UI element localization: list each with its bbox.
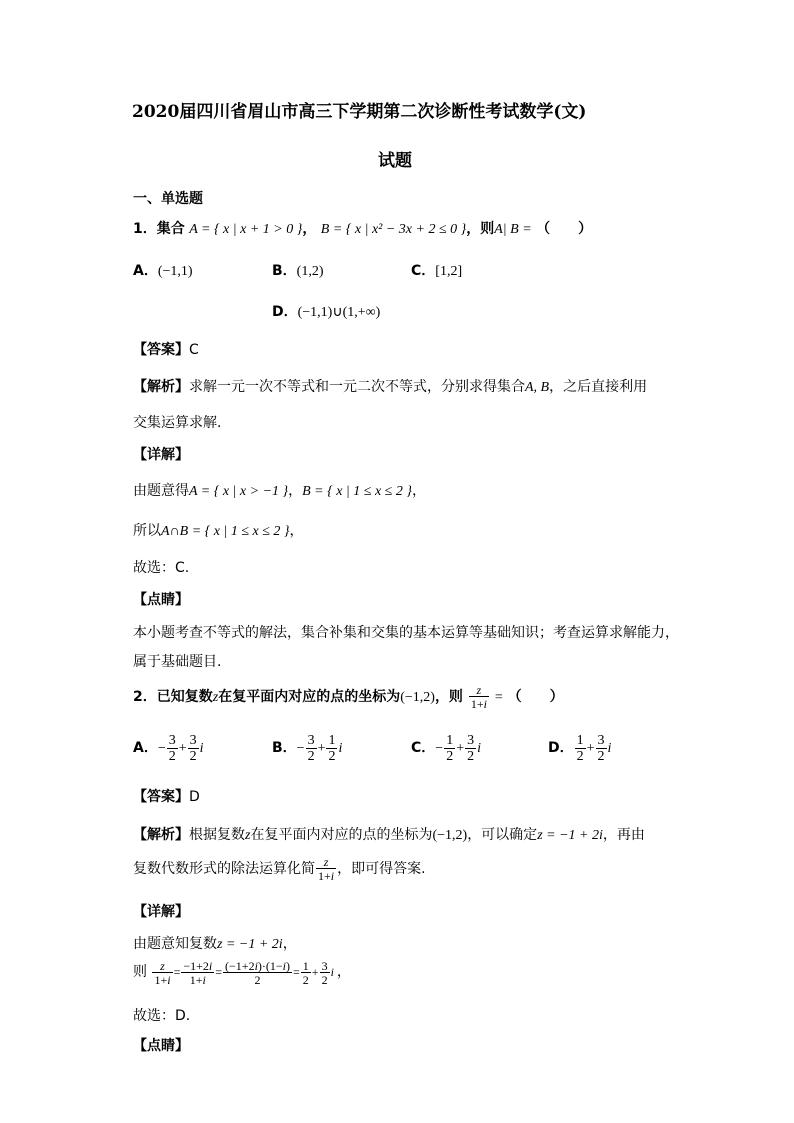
- q1-analysis-line1: 【解析】求解一元一次不等式和一元二次不等式，分别求得集合A, B，之后直接利用: [133, 379, 648, 395]
- q1-comment-line1: 本小题考查不等式的解法，集合补集和交集的基本运算等基础知识；考查运算求解能力，: [133, 625, 679, 641]
- q1-analysis-line2: 交集运算求解.: [133, 415, 222, 431]
- q1-option-d: D．(−1,1)∪(1,+∞): [272, 304, 381, 320]
- q1-number: 1．: [133, 221, 157, 237]
- q1-answer: 【答案】C: [133, 342, 199, 358]
- q1-set-b: B = { x | x² − 3x + 2 ≤ 0 }: [320, 222, 467, 237]
- q1-comment-tag: 【点睛】: [133, 592, 189, 608]
- q1-option-c: C．[1,2]: [411, 263, 463, 279]
- q1-option-b: B．(1,2): [272, 263, 324, 279]
- q2-option-d: D． $\frac{1}{2}$ + $\frac{3}{2}$ i: [548, 733, 612, 764]
- q1-detail-tag: 【详解】: [133, 447, 189, 463]
- q2-detail-line3: 故选：D.: [133, 1008, 191, 1024]
- doc-title-line1: 2020届四川省眉山市高三下学期第二次诊断性考试数学(文): [132, 102, 587, 122]
- q1-detail-line2: 所以A∩B = { x | 1 ≤ x ≤ 2 }，: [133, 523, 304, 539]
- q2-stem: 2．已知复数z在复平面内对应的点的坐标为(−1,2)，则 $\frac{z}{1+i}$ = （ ）: [133, 683, 564, 711]
- q1-set-a: A = { x | x + 1 > 0 }: [189, 222, 303, 237]
- q2-detail-line1: 由题意知复数z = −1 + 2i，: [133, 936, 297, 952]
- q2-option-b: B．− $\frac{3}{2}$ + $\frac{1}{2}$ i: [272, 733, 343, 764]
- q1-prefix: 集合: [156, 221, 185, 237]
- q1-detail-line1: 由题意得A = { x | x > −1 }，B = { x | 1 ≤ x ≤ 2 }，: [133, 483, 426, 499]
- q1-stem: [133, 218, 592, 238]
- q1-ask: A| B =: [494, 222, 532, 237]
- q2-option-a: A．− $\frac{3}{2}$ + $\frac{3}{2}$ i: [133, 733, 204, 764]
- q2-detail-tag: 【详解】: [133, 904, 189, 920]
- q2-detail-line2: 则 $\frac{z}{1+i}$ = $\frac{-1+2i}{1+i}$ = $\frac{(-1+2i)\cdot(1-i)}{2}$ = $\frac{1}{2}$ + $\frac{3}{2}$ i ，: [133, 959, 351, 987]
- q1-comma: ，: [302, 221, 317, 237]
- q2-stem-fraction: $\frac{z}{1+i}$: [470, 683, 487, 711]
- q1-ask-prefix: ，则: [466, 221, 495, 237]
- section-heading: 一、单选题: [133, 191, 203, 207]
- doc-title-line2: 试题: [378, 151, 412, 171]
- q1-option-a: A．(−1,1): [133, 263, 193, 279]
- q2-comment-tag: 【点睛】: [133, 1038, 189, 1054]
- q1-detail-line3: 故选：C.: [133, 560, 190, 576]
- q2-option-c: C．− $\frac{1}{2}$ + $\frac{3}{2}$ i: [411, 733, 481, 764]
- q2-answer: 【答案】D: [133, 789, 200, 805]
- q2-analysis-line1: 【解析】根据复数z在复平面内对应的点的坐标为(−1,2)，可以确定z = −1 + 2i，再由: [133, 827, 645, 843]
- q2-analysis-line2: 复数代数形式的除法运算化简 $\frac{z}{1+i}$ ，即可得答案.: [133, 855, 426, 883]
- q1-comment-line2: 属于基础题目.: [133, 654, 222, 670]
- q1-paren: （ ）: [536, 221, 593, 237]
